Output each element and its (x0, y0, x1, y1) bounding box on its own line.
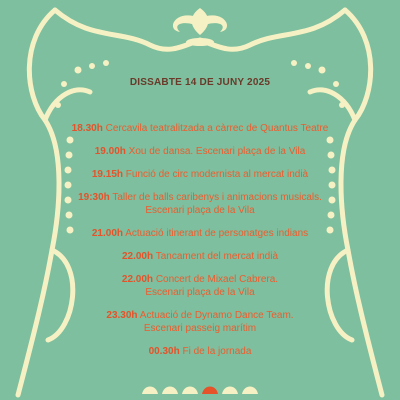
event-description-line2: Escenari passeig marítim (143, 323, 257, 334)
event-time: 23.30h (106, 310, 138, 321)
scallop-ornament (140, 380, 260, 394)
event-time: 18.30h (71, 123, 103, 134)
event-time: 19.00h (94, 146, 126, 157)
event-time: 19.15h (91, 169, 124, 180)
event-description: Actuació itinerant de personatges indians (125, 228, 309, 239)
event-description: Taller de balls caribenys i animacions musicals. (112, 192, 322, 203)
event-description-line2: Escenari plaça de la Vila (145, 287, 255, 298)
schedule-item (40, 122, 360, 135)
schedule-item (40, 145, 360, 158)
schedule-item (40, 168, 360, 181)
event-time: 22.00h (121, 251, 154, 262)
event-time: 22.00h (121, 274, 154, 285)
event-time: 19:30h (78, 192, 110, 203)
event-description: Cercavila teatralitzada a càrrec de Quantus Teatre (105, 123, 329, 134)
event-description: Tancament del mercat indià (155, 251, 279, 262)
event-description: Actuació de Dynamo Dance Team. (139, 310, 294, 321)
event-description: Concert de Mixael Cabrera. (155, 274, 279, 285)
event-description: Xou de dansa. Escenari plaça de la Vila (128, 146, 306, 157)
schedule-item (40, 345, 360, 358)
schedule-item (40, 227, 360, 240)
schedule-item (40, 191, 360, 217)
schedule-item (40, 250, 360, 263)
event-description-line2: Escenari plaça de la Vila (145, 205, 255, 216)
schedule-item (40, 273, 360, 299)
event-time: 00.30h (148, 346, 180, 357)
event-description: Funció de circ modernista al mercat indià (125, 169, 309, 180)
event-time: 21.00h (91, 228, 123, 239)
schedule-list (40, 122, 360, 368)
event-date: DISSABTE 14 DE JUNY 2025 (129, 77, 271, 88)
event-description: Fi de la jornada (182, 346, 252, 357)
schedule-item (40, 309, 360, 335)
